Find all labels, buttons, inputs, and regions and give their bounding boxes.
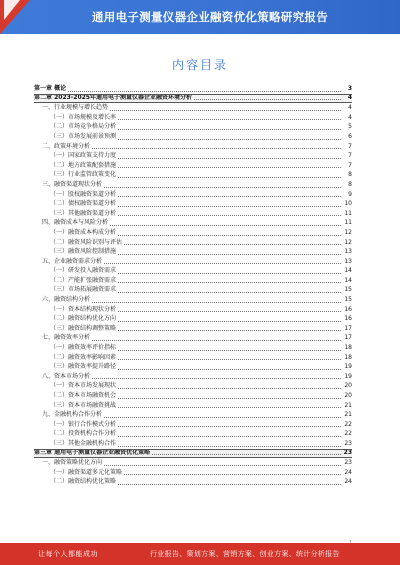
toc-entry-page: 12 (344, 228, 352, 236)
header-corner-stripe (4, 0, 20, 20)
toc-entry-label: （三）其他融资渠道分析 (50, 209, 117, 217)
toc-dot-leader (92, 340, 341, 341)
toc-entry-page: 8 (348, 180, 352, 188)
toc-entry[interactable] (34, 84, 352, 94)
toc-dot-leader (118, 206, 341, 207)
toc-entry-label: （三）市场拓展融资需求 (50, 286, 117, 294)
toc-dot-leader (104, 417, 341, 418)
toc-entry-page: 18 (344, 344, 352, 352)
toc-entry[interactable] (34, 180, 352, 190)
toc-entry-page: 21 (344, 411, 352, 419)
toc-entry-label: （一）资本结构现状分析 (50, 305, 117, 313)
toc-dot-leader (110, 110, 341, 111)
toc-entry-page: 24 (344, 478, 352, 486)
toc-dot-leader (118, 350, 341, 351)
toc-entry-page: 22 (344, 430, 352, 438)
toc-entry-label: （二）融资结构优化策略 (50, 478, 117, 486)
toc-entry[interactable] (34, 410, 352, 420)
toc-entry-page: 19 (344, 372, 352, 380)
toc-dot-leader (118, 330, 341, 331)
toc-entry[interactable] (34, 381, 352, 391)
toc-entry[interactable] (34, 468, 352, 478)
toc-entry-label: 第二章 2023-2025年通用电子测量仪器企业融资环境分析 (34, 93, 192, 101)
toc-dot-leader (118, 398, 341, 399)
toc-entry-page: 17 (344, 324, 352, 332)
toc-entry-page: 15 (344, 296, 352, 304)
toc-entry-label: 四、融资成本与风险分析 (42, 219, 109, 227)
toc-entry-label: （二）债权融资渠道分析 (50, 200, 117, 208)
toc-entry-page: 16 (344, 315, 352, 323)
toc-entry-label: （一）融资效率评价指标 (50, 344, 117, 352)
toc-dot-leader (92, 378, 341, 379)
toc-entry-label: 第三章 通用电子测量仪器企业融资优化策略 (34, 448, 151, 456)
toc-entry-label: （三）市场发展前景预测 (50, 132, 117, 140)
toc-entry-page: 7 (348, 161, 352, 169)
toc-entry-label: （三）融资结构调整策略 (50, 324, 117, 332)
toc-entry-label: （一）资本市场发展现状 (50, 382, 117, 390)
toc-entry[interactable] (34, 190, 352, 200)
toc-entry-label: 二、政策环境分析 (42, 142, 91, 150)
footer-slogan: 让每个人都能成功 (38, 550, 98, 558)
toc-dot-leader (118, 139, 341, 140)
toc-dot-leader (194, 99, 341, 100)
toc-entry-label: 第一章 概论 (34, 85, 67, 92)
toc-entry[interactable] (34, 458, 352, 468)
toc-entry-page: 23 (344, 459, 352, 467)
toc-entry[interactable] (34, 305, 352, 315)
toc-dot-leader (118, 359, 341, 360)
toc-dot-leader (118, 388, 341, 389)
toc-entry[interactable] (34, 238, 352, 248)
toc-entry-label: （一）融资成本构成分析 (50, 228, 117, 236)
toc-entry-page: 18 (344, 353, 352, 361)
toc-dot-leader (118, 158, 341, 159)
toc-entry-page: 21 (344, 401, 352, 409)
toc-entry-page: 23 (344, 439, 352, 447)
toc-dot-leader (104, 263, 341, 264)
table-of-contents (34, 84, 352, 487)
toc-entry[interactable] (34, 142, 352, 152)
toc-entry-page: 11 (344, 209, 352, 217)
toc-dot-leader (118, 436, 341, 437)
toc-entry-label: 一、行业规模与增长趋势 (42, 104, 109, 112)
toc-entry-page: 5 (348, 123, 352, 131)
toc-dot-leader (104, 187, 341, 188)
page-header (0, 0, 400, 34)
toc-entry-label: （二）融资结构优化方向 (50, 315, 117, 323)
toc-dot-leader (118, 235, 341, 236)
toc-entry-label: （二）产能扩张融资需求 (50, 276, 117, 284)
toc-entry-label: （二）市场竞争格局分析 (50, 123, 117, 131)
toc-dot-leader (118, 215, 341, 216)
toc-dot-leader (118, 177, 341, 178)
toc-entry-page: 7 (348, 142, 352, 150)
toc-entry-page: 4 (347, 93, 352, 101)
toc-entry[interactable] (34, 343, 352, 353)
toc-entry[interactable] (34, 276, 352, 286)
toc-entry[interactable] (34, 285, 352, 295)
toc-entry[interactable] (34, 353, 352, 363)
toc-entry-label: （一）国家政策支持力度 (50, 152, 117, 160)
toc-entry[interactable] (34, 401, 352, 411)
toc-entry[interactable] (34, 333, 352, 343)
toc-entry[interactable] (34, 247, 352, 257)
toc-dot-leader (104, 465, 341, 466)
toc-entry[interactable] (34, 113, 352, 123)
toc-entry[interactable] (34, 314, 352, 324)
toc-dot-leader (68, 91, 341, 92)
toc-entry[interactable] (34, 151, 352, 161)
toc-entry[interactable] (34, 477, 352, 487)
toc-dot-leader (118, 129, 341, 130)
toc-entry-label: （一）市场规模及增长率 (50, 113, 117, 121)
toc-dot-leader (118, 407, 341, 408)
toc-entry[interactable] (34, 228, 352, 238)
toc-entry-label: 七、融资效率分析 (42, 334, 91, 342)
toc-entry-label: （二）投资机构合作分析 (50, 430, 117, 438)
toc-entry-page: 7 (348, 152, 352, 160)
toc-entry-page: 24 (344, 468, 352, 476)
toc-entry[interactable] (34, 218, 352, 228)
toc-entry-label: （二）融资效率影响因素 (50, 353, 117, 361)
toc-entry-page: 16 (344, 305, 352, 313)
toc-heading: 内容目录 (171, 58, 228, 72)
toc-dot-leader (124, 474, 341, 475)
footer-services: 行业报告、策划方案、营销方案、创业方案、统计分析报告 (150, 550, 340, 558)
toc-dot-leader (118, 167, 341, 168)
toc-entry-page: 6 (348, 132, 352, 140)
toc-dot-leader (118, 292, 341, 293)
toc-entry-page: 4 (348, 113, 352, 121)
toc-entry[interactable] (34, 449, 352, 459)
toc-entry[interactable] (34, 420, 352, 430)
toc-entry-page: 20 (344, 382, 352, 390)
toc-entry-label: （二）地方政策配套措施 (50, 161, 117, 169)
toc-dot-leader (118, 254, 341, 255)
toc-entry-label: （二）资本市场融资机会 (50, 392, 117, 399)
toc-entry[interactable] (34, 391, 352, 401)
toc-entry-page: 13 (344, 248, 352, 256)
toc-dot-leader (118, 321, 341, 322)
toc-entry-label: （二）融资风险识别与评估 (50, 238, 123, 246)
page-footer (0, 543, 400, 565)
toc-dot-leader (118, 282, 341, 283)
toc-entry[interactable] (34, 161, 352, 171)
toc-entry[interactable] (34, 324, 352, 334)
toc-entry-label: （三）资本市场融资挑战 (50, 401, 117, 409)
toc-entry[interactable] (34, 132, 352, 142)
toc-entry-page: 8 (348, 171, 352, 179)
toc-entry-label: 一、融资策略优化方向 (42, 459, 103, 467)
toc-entry[interactable] (34, 257, 352, 267)
toc-entry[interactable] (34, 209, 352, 219)
toc-entry[interactable] (34, 103, 352, 113)
toc-entry-page: 11 (344, 219, 352, 227)
toc-dot-leader (118, 369, 341, 370)
toc-dot-leader (152, 454, 341, 455)
toc-entry-label: （三）融资风险控制措施 (50, 248, 117, 256)
toc-entry-page: 14 (344, 267, 352, 275)
toc-entry-label: （三）融资效率提升路径 (50, 363, 117, 371)
toc-entry-page: 14 (344, 276, 352, 284)
toc-entry-page: 19 (344, 363, 352, 371)
toc-entry-page: 10 (344, 200, 352, 208)
toc-entry[interactable] (34, 266, 352, 276)
toc-entry-label: 五、企业融资需求分析 (42, 257, 103, 265)
toc-entry-label: （三）行业监管政策变化 (50, 171, 117, 179)
toc-dot-leader (110, 225, 341, 226)
toc-entry-label: 八、资本市场分析 (42, 372, 91, 380)
toc-entry[interactable] (34, 372, 352, 382)
toc-entry-page: 17 (344, 334, 352, 342)
toc-entry-page: 15 (344, 286, 352, 294)
toc-entry[interactable] (34, 439, 352, 449)
toc-dot-leader (124, 244, 341, 245)
toc-dot-leader (118, 273, 341, 274)
toc-entry-page: 12 (344, 238, 352, 246)
toc-entry-label: （三）其他金融机构合作 (50, 439, 117, 447)
toc-dot-leader (118, 119, 341, 120)
toc-dot-leader (118, 196, 341, 197)
toc-entry-label: （一）研发投入融资需求 (50, 267, 117, 275)
toc-entry-label: （一）股权融资渠道分析 (50, 190, 117, 198)
toc-dot-leader (92, 302, 341, 303)
toc-entry-page: 22 (344, 420, 352, 428)
toc-entry[interactable] (34, 199, 352, 209)
toc-entry[interactable] (34, 170, 352, 180)
toc-dot-leader (92, 148, 341, 149)
toc-entry-label: （一）融资渠道多元化策略 (50, 468, 123, 476)
toc-entry[interactable] (34, 295, 352, 305)
toc-entry-page: 9 (348, 190, 352, 198)
toc-entry-page: 23 (343, 448, 352, 456)
toc-entry[interactable] (34, 122, 352, 132)
toc-dot-leader (118, 446, 341, 447)
toc-entry-page: 13 (344, 257, 352, 265)
toc-entry[interactable] (34, 362, 352, 372)
toc-entry[interactable] (34, 94, 352, 104)
toc-entry-label: 六、融资结构分析 (42, 296, 91, 304)
toc-entry-page: 3 (347, 85, 352, 92)
document-title: 通用电子测量仪器企业融资优化策略研究报告 (92, 10, 328, 24)
toc-dot-leader (118, 311, 341, 312)
toc-entry-label: 三、融资渠道现状分析 (42, 180, 103, 188)
toc-entry-page: 4 (348, 104, 352, 112)
toc-dot-leader (118, 426, 341, 427)
toc-dot-leader (118, 484, 341, 485)
toc-entry[interactable] (34, 429, 352, 439)
toc-entry-label: 九、金融机构合作分析 (42, 411, 103, 419)
toc-entry-label: （一）银行合作模式分析 (50, 420, 117, 428)
toc-entry-page: 20 (344, 392, 352, 399)
